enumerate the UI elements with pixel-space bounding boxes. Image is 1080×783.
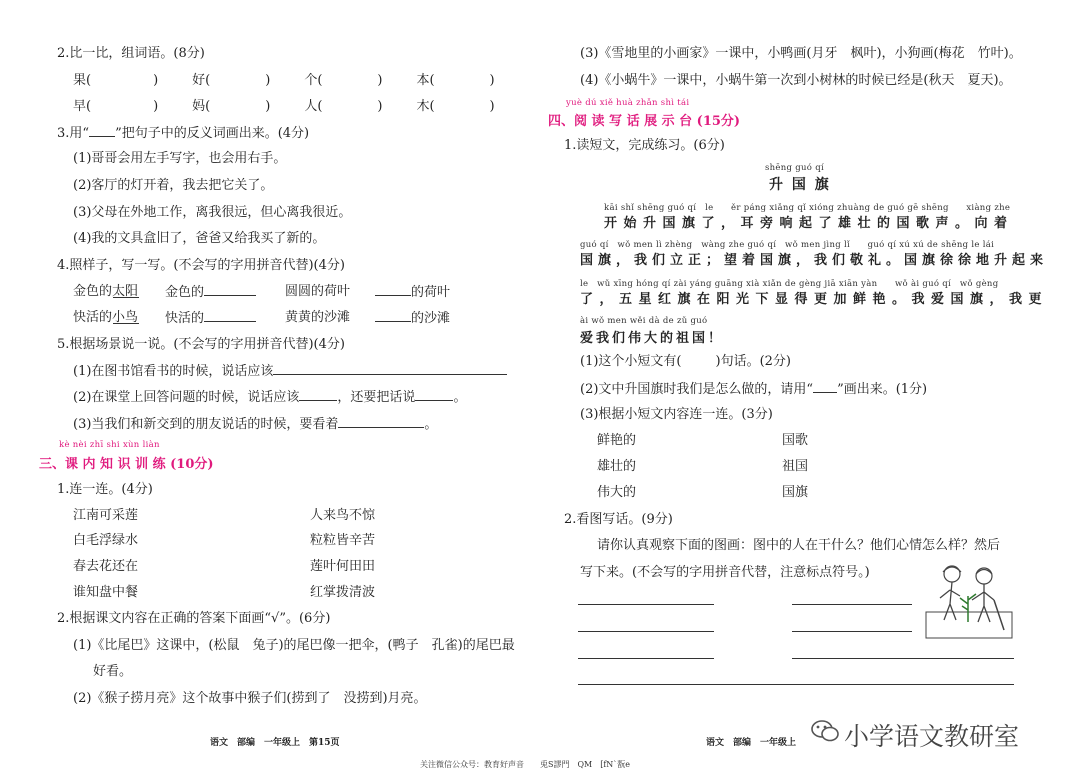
q5-item-1 [73,362,507,380]
q5-text: 。 [453,390,467,405]
q42-title: 2.看图写话。(9分) [564,512,673,527]
right-footer: 语文 部编 一年级上 [706,738,797,748]
q2-cell: ) [377,99,383,114]
watermark-text: 小学语文教研室 [844,722,1020,751]
writing-line[interactable] [792,604,912,605]
q4-fill-2 [375,283,450,301]
match-right-item: 国旗 [782,485,809,500]
q4-example-2: 圆圆的荷叶 [285,284,351,299]
q4-fill-4 [375,309,450,327]
writing-line[interactable] [578,658,714,659]
match-left-item: 雄壮的 [597,459,637,474]
sec4-title: 四、阅 读 写 话 展 示 台 (15分) [548,114,741,129]
q3-item: (1)哥哥会用左手写字，也会用右手。 [73,151,287,166]
planting-illustration [924,560,1014,642]
q41-text: ”画出来。(1分) [837,382,928,397]
q42-prompt-2: 写下来。(不会写的字用拼音代替，注意标点符号。) [580,565,870,580]
match-left-item: 鲜艳的 [597,433,637,448]
q2-cell: ) [265,99,271,114]
q5-text: (2)在课堂上回答问题的时候，说话应该 [73,390,300,405]
q2-row1 [73,72,495,89]
q5-text: (3)当我们和新交到的朋友说话的时候，要看着 [73,417,339,432]
q32-item-1-cont: 好看。 [93,664,133,679]
q41-sub-3: (3)根据小短文内容连一连。(3分) [580,407,773,422]
q41-sub-2 [580,380,927,398]
q4-fill-label: 的沙滩 [411,311,451,326]
story-line: 开始升国旗了，耳旁响起了雄壮的国歌声。向着 [604,216,1014,231]
story-line: 了，五星红旗在阳光下显得更加鲜艳。我爱国旗，我更 [580,292,1049,307]
q32-item-4: (4)《小蜗牛》一课中，小蜗牛第一次到小树林的时候已经是(秋天 夏天)。 [580,73,1012,88]
q2-cell: ) [265,73,271,88]
wechat-logo-icon [810,718,840,744]
q31-left-item: 谁知盘中餐 [73,585,139,600]
q31-right-item: 粒粒皆辛苦 [310,533,376,548]
right-page [540,0,1080,783]
q2-cell: ) [153,73,159,88]
q3-item: (2)客厅的灯开着，我去把它关了。 [73,178,274,193]
sec3-pinyin: kè nèi zhī shi xùn liàn [59,440,160,450]
bottom-note: 关注微信公众号：教育好声音 兎S謬門 QM [fN`翫e [420,760,631,769]
match-right-item: 国歌 [782,433,809,448]
q2-row2 [73,98,495,115]
writing-line[interactable] [578,604,714,605]
q2-cell: 妈( [192,99,211,114]
q2-cell: ) [377,73,383,88]
q31-right-item: 莲叶何田田 [310,559,376,574]
q2-cell: 本( [416,73,435,88]
q31-right-item: 红掌拨清波 [310,585,376,600]
q4-fill-3 [165,309,256,327]
q2-cell: 木( [416,99,435,114]
q3-title [57,124,309,142]
q4-fill-label: 的荷叶 [411,285,451,300]
q31-left-item: 白毛浮绿水 [73,533,139,548]
q41-text: )句话。(2分) [715,354,791,369]
q2-cell: ) [489,73,495,88]
q5-text: 。 [424,417,438,432]
story-title: 升 国 旗 [769,177,831,193]
q4-title: 4.照样子，写一写。(不会写的字用拼音代替)(4分) [57,258,345,273]
q3-item: (4)我的文具盒旧了，爸爸又给我买了新的。 [73,231,326,246]
match-left-item: 伟大的 [597,485,637,500]
q2-cell: 人( [304,99,323,114]
q3-title-a: 3.用“ [57,126,90,141]
q32-item-1: (1)《比尾巴》这课中，(松鼠 兔子)的尾巴像一把伞，(鸭子 孔雀)的尾巴最 [73,638,515,653]
q5-item-2 [73,388,466,406]
q32-title: 2.根据课文内容在正确的答案下面画“√”。(6分) [57,611,331,626]
sec3-title: 三、课 内 知 识 训 练 (10分) [39,457,214,472]
left-footer: 语文 部编 一年级上 第15页 [210,738,340,748]
q5-item-3 [73,415,437,433]
q2-cell: ) [489,99,495,114]
q31-left-item: 江南可采莲 [73,508,139,523]
q2-cell: 个( [304,73,323,88]
q31-left-item: 春去花还在 [73,559,139,574]
story-pinyin-line: kāi shǐ shēng guó qí le ěr páng xiǎng qǐ xióng zhuàng de guó gē shēng xiàng zhe [604,203,1011,213]
q4-underline-xiaoniao [113,323,139,324]
q4-underline-taiyang [113,297,139,298]
q4-fill-label: 快活的 [165,311,205,326]
q4-fill-1 [165,283,256,301]
story-line: 国旗，我们立正；望着国旗，我们敬礼。国旗徐徐地升起来 [580,253,1049,268]
q42-prompt-1: 请你认真观察下面的图画：图中的人在干什么？他们心情怎么样？然后 [597,538,1001,553]
q5-title: 5.根据场景说一说。(不会写的字用拼音代替)(4分) [57,337,345,352]
story-pinyin-line: guó qí wǒ men lì zhèng wàng zhe guó qí wǒ men jìng lǐ guó qí xú xú de shēng le lái [580,240,995,250]
match-right-item: 祖国 [782,459,809,474]
q2-cell: ) [153,99,159,114]
writing-line[interactable] [792,631,912,632]
q4-example-4: 黄黄的沙滩 [285,310,351,325]
q4-example-3: 快活的小鸟 [73,310,139,325]
story-pinyin-line: ài wǒ men wěi dà de zǔ guó [580,316,708,326]
story-line: 爱我们伟大的祖国！ [580,331,725,346]
writing-line[interactable] [578,631,714,632]
q32-item-2: (2)《猴子捞月亮》这个故事中猴子们(捞到了 没捞到)月亮。 [73,691,427,706]
q41-title: 1.读短文，完成练习。(6分) [564,138,725,153]
q4-fill-label: 金色的 [165,285,205,300]
q31-right-item: 人来鸟不惊 [310,508,376,523]
q31-title: 1.连一连。(4分) [57,482,153,497]
story-pinyin-line: le wǔ xīng hóng qí zài yáng guāng xià xiǎn de gèng jiā xiān yàn wǒ ài guó qí wǒ gèng [580,279,999,289]
q41-text: (2)文中升国旗时我们是怎么做的，请用“ [580,382,814,397]
sec4-pinyin: yuè dú xiě huà zhǎn shì tái [566,98,690,108]
q2-cell: 早( [73,99,92,114]
q4-example-1: 金色的太阳 [73,284,139,299]
q5-text: ，还要把话说 [337,390,416,405]
q5-text: (1)在图书馆看书的时候，说话应该 [73,364,274,379]
writing-line[interactable] [578,684,1014,685]
story-title-pinyin: shēng guó qí [765,163,824,173]
q32-item-3: (3)《雪地里的小画家》一课中，小鸭画(月牙 枫叶)，小狗画(梅花 竹叶)。 [580,46,1022,61]
q2-cell: 果( [73,73,92,88]
q3-title-b: ”把句子中的反义词画出来。(4分) [115,126,310,141]
q2-cell: 好( [192,73,211,88]
writing-line[interactable] [792,658,1014,659]
q2-title: 2.比一比，组词语。(8分) [57,46,205,61]
q41-text: (1)这个小短文有( [580,354,682,369]
q3-item: (3)父母在外地工作，离我很远，但心离我很近。 [73,205,352,220]
q41-sub-1 [580,353,791,370]
